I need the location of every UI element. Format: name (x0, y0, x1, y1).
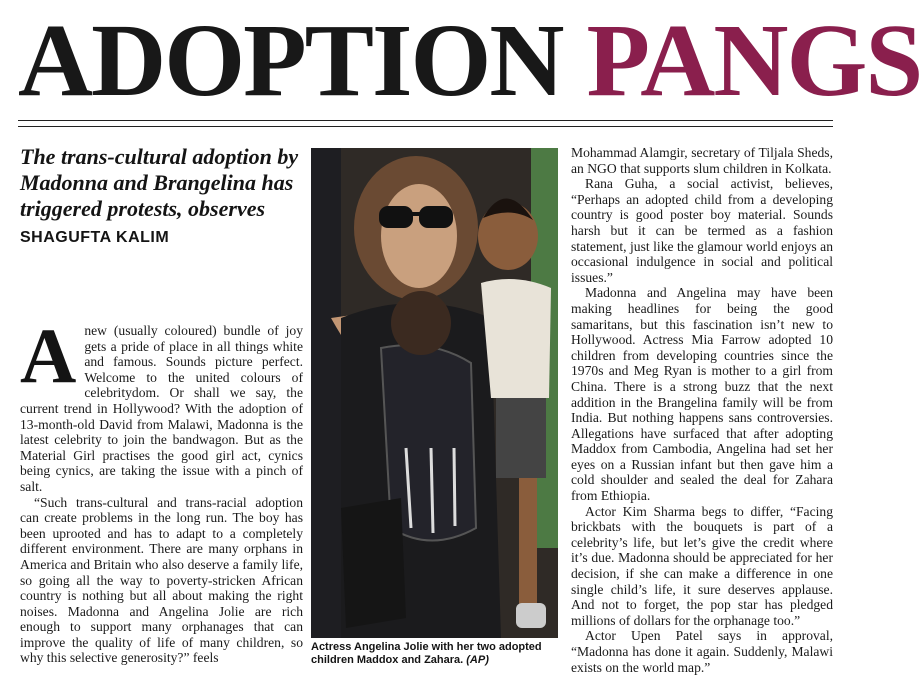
headline-rule-bottom (18, 126, 833, 127)
headline-word-pangs: PANGS (586, 3, 921, 118)
article-paragraph-1-text: new (usually coloured) bundle of joy gets a pride of place in all things white and famous. Sounds picture perfect. Welcome to the united colours of celebritydom. Or shall we say, the current trend in Hollywood? With the adoption of 13-month-old David from Malawi, Madonna is the latest celebrity to join the bandwagon. But as the Material Girl practises the good girl act, cynics being cynics, are taking the issue with a pinch of salt. (20, 323, 303, 494)
headline (18, 3, 921, 118)
article-paragraph-7: Actor Upen Patel says in approval, “Madonna has done it again. Suddenly, Malawi exists on the world map.” (571, 628, 833, 675)
article-paragraph-6: Actor Kim Sharma begs to differ, “Facing brickbats with the bouquets is part of a celebrity’s life, but let’s give the credit where it’s due. Madonna should be appreciated for her decision, if she can make a difference in one single child’s life, it sure deserves applause. And not to forget, the pop star has pledged millions of dollars for the orphanage too.” (571, 503, 833, 628)
article-column-1 (20, 312, 303, 666)
photo-caption-text: Actress Angelina Jolie with her two adopted children Maddox and Zahara. (311, 641, 542, 666)
photo-illustration (311, 148, 558, 638)
standfirst-text: The trans-cultural adoption by Madonna and Brangelina has triggered protests, observes (20, 144, 299, 221)
article-paragraph-1 (20, 312, 303, 495)
standfirst (20, 144, 300, 251)
photo-credit: (AP) (466, 654, 489, 666)
headline-word-adoption: ADOPTION (18, 3, 563, 118)
article-column-2 (571, 145, 833, 675)
drop-cap: A (20, 312, 77, 399)
headline-rule-top (18, 120, 833, 121)
article-paragraph-3: Mohammad Alamgir, secretary of Tiljala Sheds, an NGO that supports slum children in Kolkata. (571, 145, 833, 176)
photo-caption (311, 641, 561, 667)
article-paragraph-5: Madonna and Angelina may have been making headlines for being the good samaritans, but this fascination isn’t new to Hollywood. Actress Mia Farrow adopted 10 children from developing countries since the 1970s and Meg Ryan is mother to a girl from China. There is a strong buzz that the next addition in the Brangelina family will be from India. But nothing happens sans controversies. Allegations have surfaced that after adopting Maddox from Cambodia, Angelina had set her eyes on a Russian infant but then gave him a cold shoulder and sealed the deal for Zahara from Ethiopia. (571, 285, 833, 504)
article-paragraph-4: Rana Guha, a social activist, believes, “Perhaps an adopted child from a developing country is good poster boy material. Sounds harsh but it can be termed as a fashion statement, just like the glamour world enjoys an occasional indulgence in social and political issues.” (571, 176, 833, 285)
byline: SHAGUFTA KALIM (20, 229, 170, 246)
article-photo (311, 148, 558, 638)
article-paragraph-2: “Such trans-cultural and trans-racial adoption can create problems in the long run. The boy has been uprooted and has to adapt to a completely different environment. There are many orphans in America and Britain who also deserve a family life, so going all the way to poverty-stricken African country is nothing but all about making the right noises. Madonna and Angelina Jolie are rich enough to support many orphanages that can improve the quality of life of many children, so why this selective generosity?” feels (20, 494, 303, 666)
